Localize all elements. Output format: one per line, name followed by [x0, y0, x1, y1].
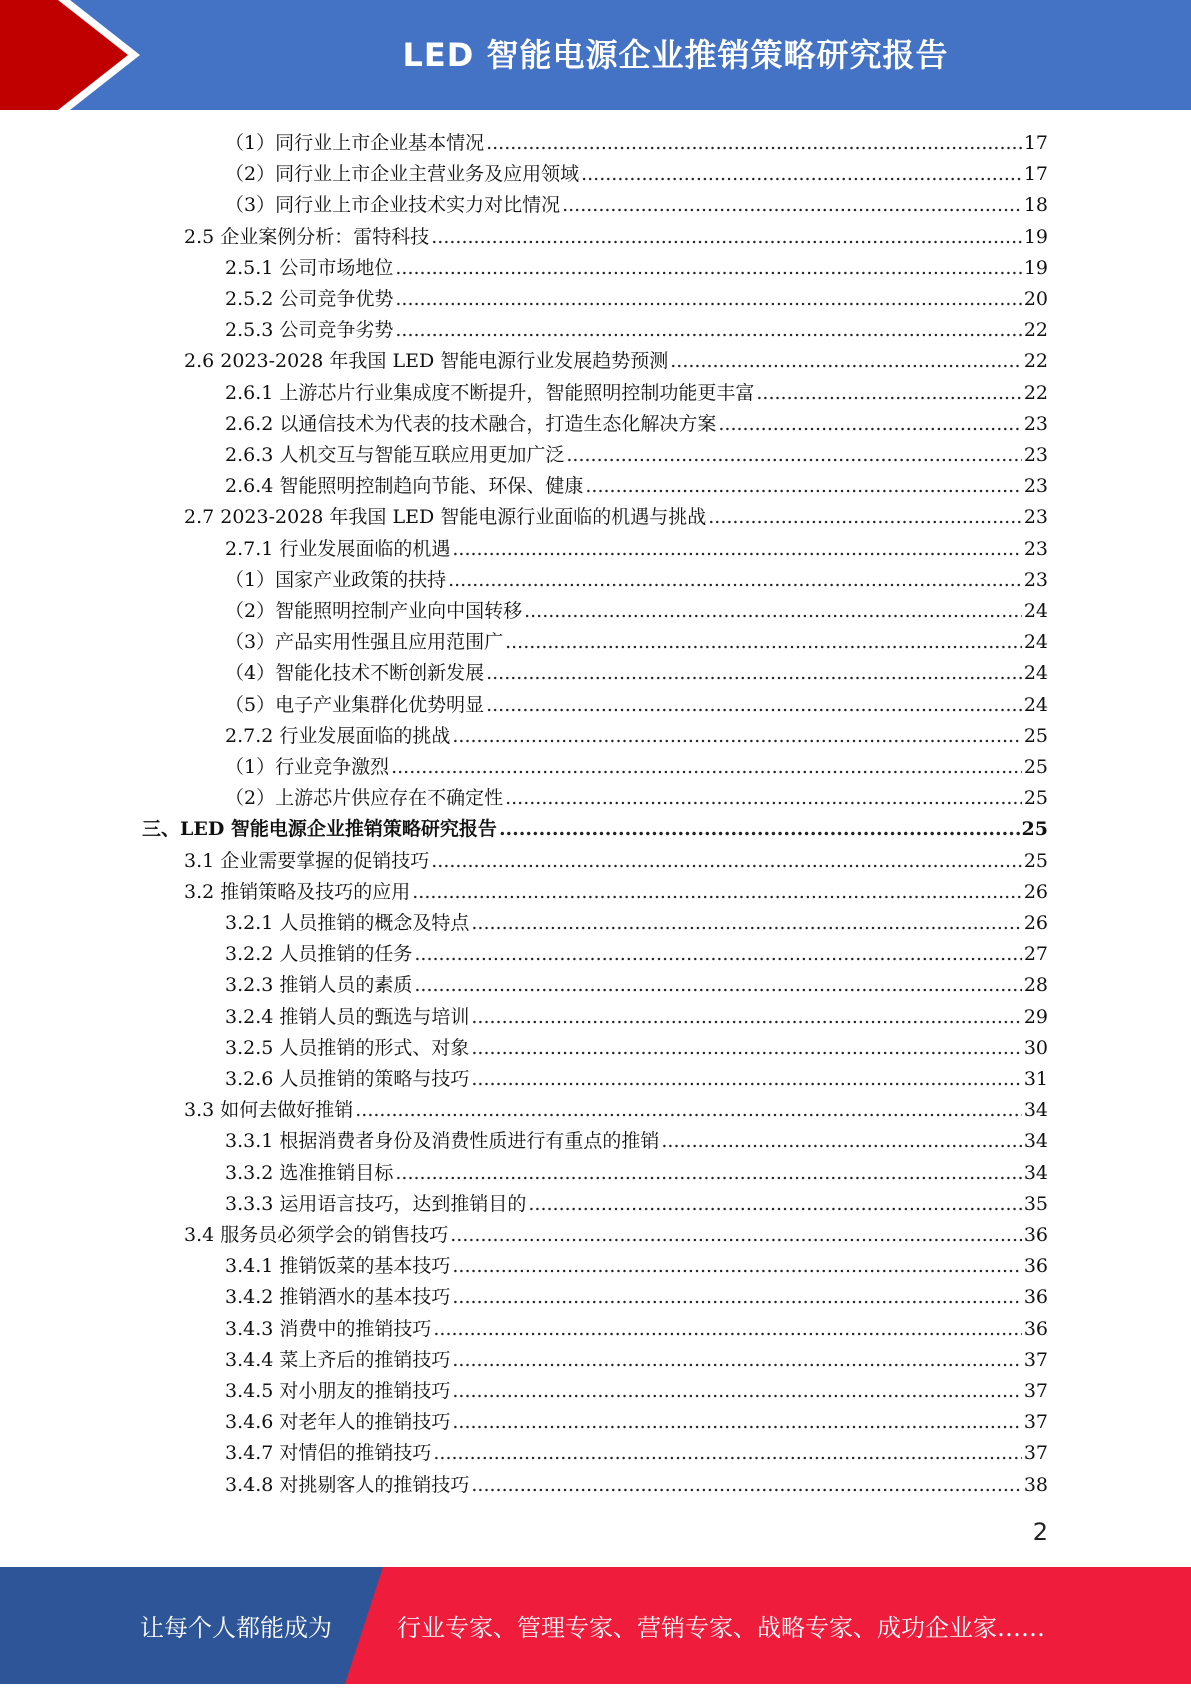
toc-entry-title: 3.2.4 推销人员的甄选与培训: [225, 1005, 470, 1028]
toc-entry-page: 37: [1023, 1380, 1048, 1402]
toc-entry[interactable]: [142, 814, 1048, 845]
toc-entry[interactable]: [225, 690, 1048, 721]
toc-entry-page: 24: [1023, 662, 1048, 685]
toc-leader-dots: [471, 1002, 1021, 1033]
toc-entry-page: 24: [1023, 600, 1048, 622]
toc-leader-dots: [505, 783, 1022, 814]
toc-leader-dots: [499, 814, 1020, 845]
toc-leader-dots: [756, 378, 1021, 409]
toc-leader-dots: [505, 627, 1022, 658]
toc-entry-title: 3.4.3 消费中的推销技巧: [225, 1317, 432, 1340]
toc-entry[interactable]: [225, 1438, 1048, 1469]
toc-entry-title: 3.2.1 人员推销的概念及特点: [225, 912, 470, 934]
toc-entry[interactable]: [184, 1220, 1048, 1251]
toc-entry[interactable]: [225, 752, 1048, 783]
toc-entry[interactable]: [225, 190, 1048, 221]
toc-entry-title: 2.6.4 智能照明控制趋向节能、环保、健康: [225, 475, 584, 498]
toc-leader-dots: [585, 471, 1021, 502]
toc-leader-dots: [452, 1345, 1021, 1376]
toc-entry-page: 25: [1021, 818, 1048, 841]
toc-entry-page: 37: [1023, 1411, 1048, 1434]
toc-entry-page: 36: [1023, 1317, 1048, 1340]
toc-leader-dots: [471, 1470, 1021, 1501]
toc-entry[interactable]: [184, 846, 1048, 877]
toc-entry[interactable]: [184, 877, 1048, 908]
toc-entry[interactable]: [184, 502, 1048, 533]
toc-entry[interactable]: [225, 1126, 1048, 1157]
toc-entry[interactable]: [225, 1002, 1048, 1033]
toc-leader-dots: [670, 346, 1022, 377]
toc-leader-dots: [452, 1376, 1021, 1407]
toc-entry-page: 23: [1023, 444, 1048, 466]
toc-entry-title: 3.2.2 人员推销的任务: [225, 943, 413, 966]
toc-entry-page: 23: [1023, 568, 1048, 591]
toc-entry-title: 2.6 2023-2028 年我国 LED 智能电源行业发展趋势预测: [184, 350, 669, 373]
toc-entry[interactable]: [225, 315, 1048, 346]
toc-entry-title: 2.7 2023-2028 年我国 LED 智能电源行业面临的机遇与挑战: [184, 506, 707, 529]
toc-entry-title: （2）上游芯片供应存在不确定性: [225, 787, 504, 810]
toc-entry-title: 2.5.3 公司竞争劣势: [225, 319, 394, 342]
toc-entry[interactable]: [225, 1033, 1048, 1064]
toc-leader-dots: [486, 658, 1022, 689]
toc-entry[interactable]: [225, 1064, 1048, 1095]
toc-entry[interactable]: [184, 222, 1048, 253]
toc-entry[interactable]: [225, 596, 1048, 627]
toc-entry[interactable]: [225, 440, 1048, 471]
toc-entry-title: 三、LED 智能电源企业推销策略研究报告: [142, 818, 497, 841]
toc-entry-title: （2）同行业上市企业主营业务及应用领域: [225, 163, 580, 186]
toc-leader-dots: [431, 222, 1022, 253]
toc-leader-dots: [395, 1158, 1021, 1189]
toc-entry[interactable]: [184, 1095, 1048, 1126]
toc-leader-dots: [395, 253, 1021, 284]
toc-leader-dots: [452, 534, 1021, 565]
toc-entry-title: 3.2.6 人员推销的策略与技巧: [225, 1068, 470, 1090]
toc-leader-dots: [448, 565, 1022, 596]
toc-entry-page: 37: [1023, 1442, 1048, 1465]
toc-leader-dots: [433, 1314, 1021, 1345]
toc-entry-title: （2）智能照明控制产业向中国转移: [225, 600, 523, 622]
toc-leader-dots: [355, 1095, 1022, 1126]
page-header: [0, 0, 1191, 110]
toc-leader-dots: [452, 1407, 1021, 1438]
toc-entry-title: （1）同行业上市企业基本情况: [225, 132, 485, 154]
toc-entry-page: 36: [1023, 1255, 1048, 1278]
toc-entry-page: 18: [1023, 194, 1048, 217]
toc-leader-dots: [450, 1220, 1022, 1251]
toc-entry[interactable]: [225, 534, 1048, 565]
toc-leader-dots: [581, 159, 1022, 190]
toc-entry[interactable]: [225, 284, 1048, 315]
toc-entry[interactable]: [225, 409, 1048, 440]
toc-leader-dots: [452, 721, 1021, 752]
toc-entry-page: 24: [1023, 631, 1048, 654]
toc-entry[interactable]: [184, 346, 1048, 377]
toc-entry[interactable]: [225, 1407, 1048, 1438]
toc-entry-title: （4）智能化技术不断创新发展: [225, 662, 485, 685]
toc-entry-page: 24: [1023, 693, 1048, 716]
toc-entry-page: 34: [1023, 1130, 1048, 1153]
toc-entry[interactable]: [225, 658, 1048, 689]
toc-entry-page: 31: [1023, 1068, 1048, 1090]
toc-leader-dots: [414, 939, 1021, 970]
toc-entry-title: 3.4.8 对挑剔客人的推销技巧: [225, 1473, 470, 1496]
toc-entry-page: 20: [1023, 288, 1048, 310]
toc-entry[interactable]: [225, 1345, 1048, 1376]
toc-leader-dots: [452, 1251, 1021, 1282]
toc-entry-page: 22: [1023, 319, 1048, 342]
toc-entry-page: 34: [1023, 1099, 1048, 1122]
toc-leader-dots: [433, 1438, 1021, 1469]
toc-leader-dots: [566, 440, 1021, 471]
page-footer: [0, 1567, 1191, 1684]
toc-entry-page: 28: [1023, 974, 1048, 997]
toc-entry[interactable]: [225, 908, 1048, 939]
toc-entry-page: 35: [1023, 1192, 1048, 1215]
toc-entry-page: 29: [1023, 1005, 1048, 1028]
toc-entry-page: 19: [1023, 256, 1048, 279]
toc-leader-dots: [412, 877, 1022, 908]
toc-entry-page: 38: [1023, 1473, 1048, 1496]
toc-leader-dots: [391, 752, 1022, 783]
toc-entry-title: 2.5.2 公司竞争优势: [225, 288, 394, 310]
toc-entry-page: 17: [1023, 132, 1048, 154]
toc-entry-title: 2.5 企业案例分析：雷特科技: [184, 225, 430, 248]
toc-leader-dots: [524, 596, 1022, 627]
toc-entry-page: 23: [1023, 475, 1048, 498]
toc-entry-title: 3.1 企业需要掌握的促销技巧: [184, 849, 430, 872]
toc-entry[interactable]: [225, 1470, 1048, 1501]
header-arrow-decoration: [0, 0, 160, 110]
toc-entry-page: 26: [1023, 912, 1048, 934]
toc-entry-title: 2.7.2 行业发展面临的挑战: [225, 724, 451, 747]
footer-slogan-right: 行业专家、管理专家、营销专家、战略专家、成功企业家……: [397, 1614, 1045, 1642]
toc-entry-page: 22: [1023, 381, 1048, 404]
toc-entry-page: 26: [1023, 880, 1048, 903]
toc-leader-dots: [414, 970, 1021, 1001]
toc-entry-title: 3.3.1 根据消费者身份及消费性质进行有重点的推销: [225, 1130, 660, 1153]
toc-entry[interactable]: [225, 1189, 1048, 1220]
toc-entry-title: 3.4.1 推销饭菜的基本技巧: [225, 1255, 451, 1278]
toc-entry-title: 3.2 推销策略及技巧的应用: [184, 880, 411, 903]
footer-slogan-left: 让每个人都能成为: [140, 1614, 332, 1642]
toc-entry-page: 36: [1023, 1286, 1048, 1309]
toc-entry-title: （1）行业竞争激烈: [225, 756, 390, 778]
toc-entry-title: 2.5.1 公司市场地位: [225, 256, 394, 279]
toc-entry-page: 34: [1023, 1161, 1048, 1184]
toc-leader-dots: [395, 315, 1021, 346]
toc-entry-title: 2.7.1 行业发展面临的机遇: [225, 537, 451, 560]
toc-leader-dots: [471, 1064, 1021, 1095]
toc-entry-page: 23: [1023, 537, 1048, 560]
toc-entry-page: 36: [1023, 1224, 1048, 1246]
toc-leader-dots: [452, 1282, 1021, 1313]
toc-leader-dots: [661, 1126, 1021, 1157]
toc-entry-title: 3.2.3 推销人员的素质: [225, 974, 413, 997]
toc-entry[interactable]: [225, 565, 1048, 596]
toc-entry[interactable]: [225, 627, 1048, 658]
toc-leader-dots: [431, 846, 1022, 877]
toc-entry-title: （5）电子产业集群化优势明显: [225, 693, 485, 716]
toc-entry-title: 2.6.3 人机交互与智能互联应用更加广泛: [225, 444, 565, 466]
toc-entry-title: 3.4.2 推销酒水的基本技巧: [225, 1286, 451, 1309]
toc-entry-page: 19: [1023, 225, 1048, 248]
toc-entry-page: 37: [1023, 1348, 1048, 1371]
toc-leader-dots: [562, 190, 1022, 221]
toc-entry-page: 25: [1023, 756, 1048, 778]
toc-leader-dots: [471, 908, 1021, 939]
toc-leader-dots: [528, 1189, 1021, 1220]
toc-entry[interactable]: [225, 471, 1048, 502]
toc-leader-dots: [395, 284, 1021, 315]
toc-entry[interactable]: [225, 159, 1048, 190]
toc-entry[interactable]: [225, 1376, 1048, 1407]
toc-leader-dots: [708, 502, 1022, 533]
toc-entry-title: 3.2.5 人员推销的形式、对象: [225, 1036, 470, 1059]
toc-entry[interactable]: [225, 1282, 1048, 1313]
toc-entry-title: 3.3.2 选准推销目标: [225, 1161, 394, 1184]
toc-entry-title: 3.4.4 菜上齐后的推销技巧: [225, 1348, 451, 1371]
toc-entry-title: （1）国家产业政策的扶持: [225, 568, 447, 591]
toc-entry[interactable]: [225, 1251, 1048, 1282]
toc-entry-page: 25: [1023, 787, 1048, 810]
toc-entry-page: 25: [1023, 724, 1048, 747]
toc-entry[interactable]: [225, 378, 1048, 409]
toc-entry-title: 3.4.6 对老年人的推销技巧: [225, 1411, 451, 1434]
toc-entry[interactable]: [225, 721, 1048, 752]
toc-leader-dots: [486, 690, 1022, 721]
toc-entry-title: （3）同行业上市企业技术实力对比情况: [225, 194, 561, 217]
toc-entry-page: 30: [1023, 1036, 1048, 1059]
toc-entry[interactable]: [225, 783, 1048, 814]
toc-entry-page: 23: [1023, 506, 1048, 529]
toc-leader-dots: [486, 128, 1022, 159]
toc-entry[interactable]: [225, 939, 1048, 970]
toc-leader-dots: [471, 1033, 1021, 1064]
toc-entry-title: 3.4.5 对小朋友的推销技巧: [225, 1380, 451, 1402]
toc-entry[interactable]: [225, 1314, 1048, 1345]
toc-entry-page: 17: [1023, 163, 1048, 186]
toc-entry[interactable]: [225, 1158, 1048, 1189]
toc-entry-page: 23: [1023, 412, 1048, 435]
toc-leader-dots: [718, 409, 1021, 440]
toc-entry-title: 3.4 服务员必须学会的销售技巧: [184, 1224, 449, 1246]
toc-entry-title: 2.6.1 上游芯片行业集成度不断提升，智能照明控制功能更丰富: [225, 381, 755, 404]
toc-entry[interactable]: [225, 970, 1048, 1001]
toc-entry[interactable]: [225, 253, 1048, 284]
toc-entry-page: 25: [1023, 849, 1048, 872]
toc-entry-title: 3.3 如何去做好推销: [184, 1099, 354, 1122]
page-number: 2: [1032, 1518, 1048, 1546]
document-title: LED 智能电源企业推销策略研究报告: [402, 36, 949, 74]
toc-entry[interactable]: [225, 128, 1048, 159]
toc-entry-title: 3.4.7 对情侣的推销技巧: [225, 1442, 432, 1465]
toc-entry-page: 22: [1023, 350, 1048, 373]
toc-entry-title: 2.6.2 以通信技术为代表的技术融合，打造生态化解决方案: [225, 412, 717, 435]
toc-entry-title: （3）产品实用性强且应用范围广: [225, 631, 504, 654]
toc-entry-page: 27: [1023, 943, 1048, 966]
toc-entry-title: 3.3.3 运用语言技巧，达到推销目的: [225, 1192, 527, 1215]
